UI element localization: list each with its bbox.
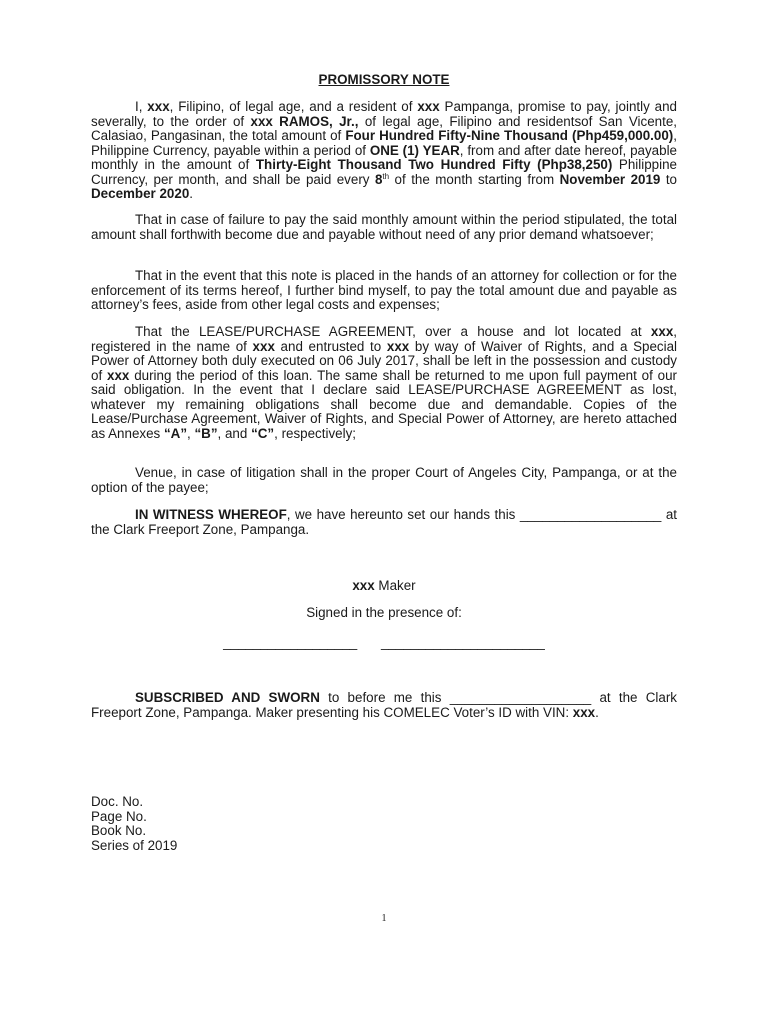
entrusted-to: xxx bbox=[386, 338, 410, 354]
text: , from and after date hereof, payable monthly in the amount of bbox=[91, 142, 677, 172]
paragraph-lease-agreement bbox=[91, 325, 677, 441]
text: , registered in the name of bbox=[91, 324, 677, 354]
witness-signature-line-2: ______________________ bbox=[380, 635, 545, 650]
page-no: Page No. bbox=[91, 808, 147, 824]
start-date: November 2019 bbox=[559, 171, 661, 187]
loan-period: ONE (1) YEAR bbox=[369, 142, 460, 158]
text: , bbox=[187, 425, 195, 441]
text: , Philippine Currency, payable within a period of bbox=[91, 128, 677, 158]
paragraph-venue bbox=[91, 466, 677, 495]
text: That in the event that this note is placed in the hands of an attorney for collection or for the enforcement of its terms hereof, I further bind myself, to pay the total amount due and payable as attorney’s fees, aside from other legal costs and expenses; bbox=[91, 268, 677, 312]
maker-label: Maker bbox=[374, 578, 416, 593]
document-title: PROMISSORY NOTE bbox=[318, 72, 450, 87]
paragraph-default bbox=[91, 213, 677, 242]
monthly-amount: Thirty-Eight Thousand Two Hundred Fifty (Php38,250) bbox=[255, 157, 613, 172]
witness-signature-line-1: __________________ bbox=[223, 635, 358, 650]
page-number: 1 bbox=[381, 913, 387, 924]
custodian: xxx bbox=[107, 367, 130, 383]
text: to bbox=[660, 171, 677, 187]
text: , and bbox=[217, 425, 252, 441]
text: . bbox=[189, 186, 193, 201]
text: That the LEASE/PURCHASE AGREEMENT, over a house and lot located at bbox=[135, 324, 651, 339]
end-date: December 2020 bbox=[91, 186, 190, 201]
pay-day: 8 bbox=[374, 171, 383, 187]
text: That in case of failure to pay the said monthly amount within the period stipulated, the total amount shall forthwith become due and payable without need of any prior demand whatsoever; bbox=[91, 212, 677, 242]
witness-heading: IN WITNESS WHEREOF bbox=[135, 507, 287, 522]
text: by way of Waiver of Rights, and a Special Power of Attorney both duly executed on 06 July 2017, shall be left in the possession and custody of bbox=[91, 338, 677, 383]
text: . bbox=[595, 704, 599, 720]
text: , we have hereunto set our hands this ___________________ at the Clark Freeport Zone, Pampanga. bbox=[91, 507, 677, 537]
text: Philippine Currency, per month, and shall be paid every bbox=[91, 157, 677, 187]
ordinal-suffix: th bbox=[382, 171, 390, 181]
text: Venue, in case of litigation shall in the proper Court of Angeles City, Pampanga, or at the option of the payee; bbox=[91, 465, 677, 495]
text: I, bbox=[135, 99, 148, 114]
paragraph-attorney-fees bbox=[91, 269, 677, 313]
residence: xxx bbox=[417, 99, 440, 114]
sworn-heading: SUBSCRIBED AND SWORN bbox=[135, 690, 320, 705]
text: , respectively; bbox=[274, 425, 356, 441]
maker-name: xxx bbox=[147, 99, 170, 114]
text: during the period of this loan. The same shall be returned to me upon full payment of our said obligation. In the event that I declare said LEASE/PURCHASE AGREEMENT as lost, whatever my remaining obligations shall become due and demandable. Copies of the Lease/Purchase Agreement, Waiver of Rights, and Special Power of Attorney, are hereto attached as Annexes bbox=[91, 367, 678, 441]
total-amount: Four Hundred Fifty-Nine Thousand (Php459,000.00) bbox=[345, 128, 674, 143]
signed-presence: Signed in the presence of: bbox=[306, 605, 462, 620]
text: to before me this ___________________ at the Clark Freeport Zone, Pampanga. Maker presenting his COMELEC Voter’s ID with VIN: bbox=[91, 690, 677, 720]
registered-owner: xxx bbox=[252, 338, 275, 354]
notarial-block bbox=[91, 795, 177, 853]
paragraph-witness bbox=[91, 508, 677, 537]
text: and entrusted to bbox=[274, 338, 387, 354]
series: Series of 2019 bbox=[91, 837, 178, 853]
payee-name: xxx RAMOS, Jr., bbox=[250, 113, 359, 129]
maker-name: xxx bbox=[352, 578, 375, 593]
maker-line bbox=[0, 579, 768, 594]
annex-c: “C” bbox=[251, 425, 275, 441]
doc-no: Doc. No. bbox=[91, 794, 144, 809]
annex-a: “A” bbox=[163, 425, 188, 441]
text: Pampanga, promise to pay, jointly and severally, to the order of bbox=[91, 99, 677, 129]
paragraph-promise bbox=[91, 100, 677, 202]
paragraph-subscribed-sworn bbox=[91, 691, 677, 720]
text: of the month starting from bbox=[389, 171, 560, 187]
property-location: xxx bbox=[650, 324, 674, 339]
witness-signature-lines bbox=[0, 636, 768, 651]
annex-b: “B” bbox=[194, 425, 218, 441]
text: , Filipino, of legal age, and a resident of bbox=[169, 99, 418, 114]
book-no: Book No. bbox=[91, 823, 147, 838]
voter-id-number: xxx bbox=[572, 704, 596, 720]
text: of legal age, Filipino and residentsof San Vicente, Calasiao, Pangasinan, the total amount of bbox=[91, 113, 677, 143]
